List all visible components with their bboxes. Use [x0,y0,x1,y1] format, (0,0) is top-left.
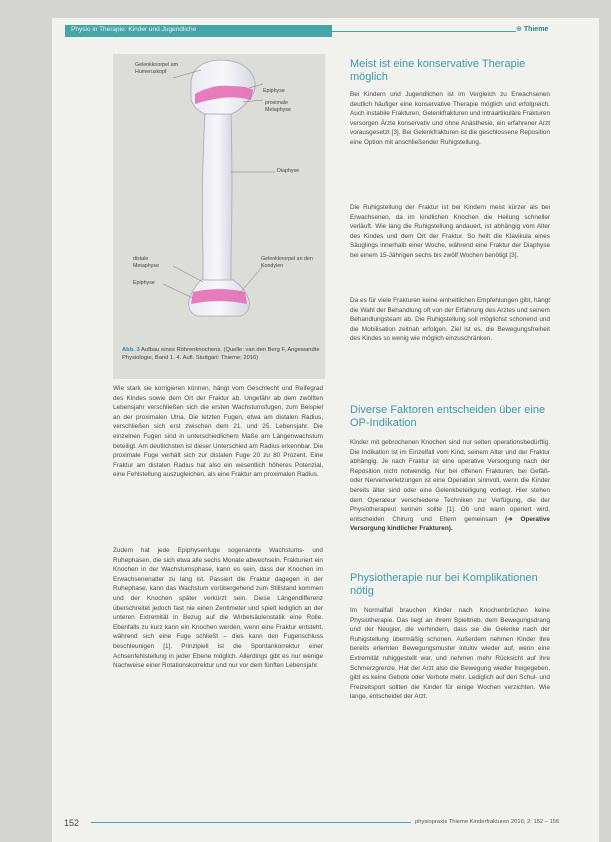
label-gelenkknorpel-kondylen: Gelenkknorpel an den Kondylen [261,256,313,269]
heading-op-indikation: Diverse Faktoren entscheiden über eine OP-Indikation [350,404,546,429]
bone-shaft [202,114,232,284]
caption-number: Abb. 3 [122,347,140,353]
op-text: Kinder mit gebrochenen Knochen sind nur selten operationsbedürftig. Die Indikation ist im Einzelfall vom Kind, seinem Alter und der Fraktur abhängig. Je nach Fraktur ist eine operative Versorgung nach der Reposition nicht notwendig. Nur bei offenen Frakturen, bei Gefäß- oder Nervenverletzungen ist eine Operation sinnvoll, wenn die Kinder bereits älter sind oder eine Gelenkbeteiligung vorliegt. Hier stehen dem Operateur verschiedene Techniken zur Verfügung, die der Physiotherapeut kennen sollte [1]. Ob und wann operiert wird, entscheiden Chirurg und Eltern gemeinsam [350,439,550,523]
heading-konservativ: Meist ist eine konservative Therapie möglich [350,58,526,83]
label-distale-metaphyse: distale Metaphyse [133,256,159,269]
section-title: Physio in Therapie: Kinder und Jugendliche [71,26,197,33]
caption-text: Aufbau eines Röhrenknochens. (Quelle: van den Berg F, Angewandte Physiologie, Band 1. 4. Aufl. Stuttgart: Thieme; 2016) [122,347,320,361]
journal-citation: physiopraxis Thieme Kinderfrakturen 2016; 2: 152 – 156 [415,819,560,825]
right-paragraph-2: Die Ruhigstellung der Fraktur ist bei Kindern meist kürzer als bei Erwachsenen, da im kindlichen Knochen die Heilung schneller verläuft. Wie lang die Ruhigstellung andauert, ist abhängig vom Alter des Kindes und dem Ort der Fraktur. So heilt die Klavikula eines Säuglings innerhalb einer Woche, während eine Fraktur der Diaphyse bei einem 15-Jährigen sechs bis zwölf Wochen benötigt [3]. [350,204,550,259]
label-diaphyse: Diaphyse [277,168,300,174]
footer-rule [91,822,411,823]
left-paragraph-1: Wie stark sie korrigieren können, hängt vom Geschlecht und Reifegrad des Kindes sowie dem Ort der Fraktur ab. Ungefähr ab dem zwölften Lebensjahr verschließen sich die ersten Wachstumsfugen, zum Beispiel an der proximalen Ulna. Die letzten Fugen, etwa am distalen Radius, verschließen sich erst zwischen dem 21. und 25. Lebensjahr. Die einzelnen Fugen sind in unterschiedlichem Maße am Längenwachstum beteiligt. Am deutlichsten ist dieser Unterschied am Radius erkennbar. Die proximale Fuge verhält sich zur distalen Fuge 20 zu 80 Prozent. Eine Fraktur am distalen Radius hat also ein wesentlich höheres Potenzial, eine Fehlstellung auszugleichen, als eine Fraktur am proximalen Radius. [113,385,323,479]
op-link[interactable]: (➔ Operative Versorgung kindlicher Frakturen). [350,515,550,533]
page-number: 152 [64,818,80,828]
section-bar [65,25,332,37]
right-paragraph-4 [350,438,550,534]
right-paragraph-1: Bei Kindern und Jugendlichen ist im Vergleich zu Erwachsenen deutlich häufiger eine konservative Therapie möglich und erfolgreich. Auch instabile Frakturen, Gelenkfrakturen und intraartikuläre Frakturen versorgen Ärzte konservativ und ohne Anästhesie, ein erfahrener Arzt vorausgesetzt [3]. Bei Gelenkfrakturen ist die geschlossene Reposition eine Option mit anschließender Ruhigstellung. [350,91,550,146]
right-paragraph-3: Da es für viele Frakturen keine einheitlichen Empfehlungen gibt, hängt die Wahl der Behandlung oft von der Erfahrung des Arztes und seinem Behandlungsteam ab. Die Ruhigstellung soll möglichst schonend und die Mobilisation zeitnah erfolgen. Ziel ist es, die Bewegungsfreiheit des Kindes so wenig wie möglich einzuschränken. [350,297,550,343]
header-rule [332,31,516,32]
brand-name: Thieme [523,26,549,33]
brand-logo: ⊕ Thieme [516,26,549,33]
figure-box [113,54,325,379]
figure-caption [122,346,322,362]
label-epiphyse-bottom: Epiphyse [133,280,155,286]
bone-illustration [113,54,325,344]
heading-physiotherapie: Physiotherapie nur bei Komplikationen nötig [350,572,538,597]
label-proximale-metaphyse: proximale Metaphyse [265,100,291,113]
left-paragraph-2: Zudem hat jede Epiphysenfuge sogenannte Wachstums- und Ruhephasen, die sich etwa alle sechs Monate abwechseln. Frakturiert ein Knochen in der Wachstumsphase, kann es sein, dass der Knochen im Erwachsenenalter zu lang ist. Passiert die Fraktur dagegen in der Ruhephase, kann das Wachstum vorübergehend zum Stillstand kommen und der Knochen später verkürzt sein. Diese Längendifferenz überschreitet jedoch fast nie einen Zentimeter und spielt lediglich an der unteren Extremität in Bezug auf die Wirbelsäulenstatik eine Rolle. Ebenfalls zu kurz kann ein Knochen werden, wenn eine Fraktur entsteht, während sich eine Fuge schließt – dies kann den Fugenschluss beschleunigen [1]. Prinzipiell ist die Spontankorrektur einer Achsenfehlstellung in jeder Ebene möglich. Allerdings gibt es nur wenige Nachweise einer Rotationskorrektur und nur vor dem fünften Lebensjahr. [113,547,323,670]
label-gelenkknorpel-kopf: Gelenkknorpel am Humeruskopf [135,62,178,75]
label-epiphyse-top: Epiphyse [263,88,285,94]
right-paragraph-5: Im Normalfall brauchen Kinder nach Knochenbrüchen keine Physiotherapie. Das liegt an ihrem Spieltrieb, dem Bewegungsdrang und der Neugier, die verhindern, dass sie die Gelenke nach der Ruhigstellung übermäßig schonen. Außerdem nehmen Kinder ihre bereits erlernten Bewegungsmuster intuitiv wieder auf, wenn eine Extremität ruhiggestellt war, und nehmen mehr Rücksicht auf ihre Schmerzgrenze. Hat der Arzt also die Bewegung wieder freigegeben, gibt es keine Gebote oder Verbote mehr. Lediglich auf den Schul- und Freizeitsport sollten die Kinder für einige Wochen verzichten. Wie lange, entscheidet der Arzt. [350,607,550,701]
